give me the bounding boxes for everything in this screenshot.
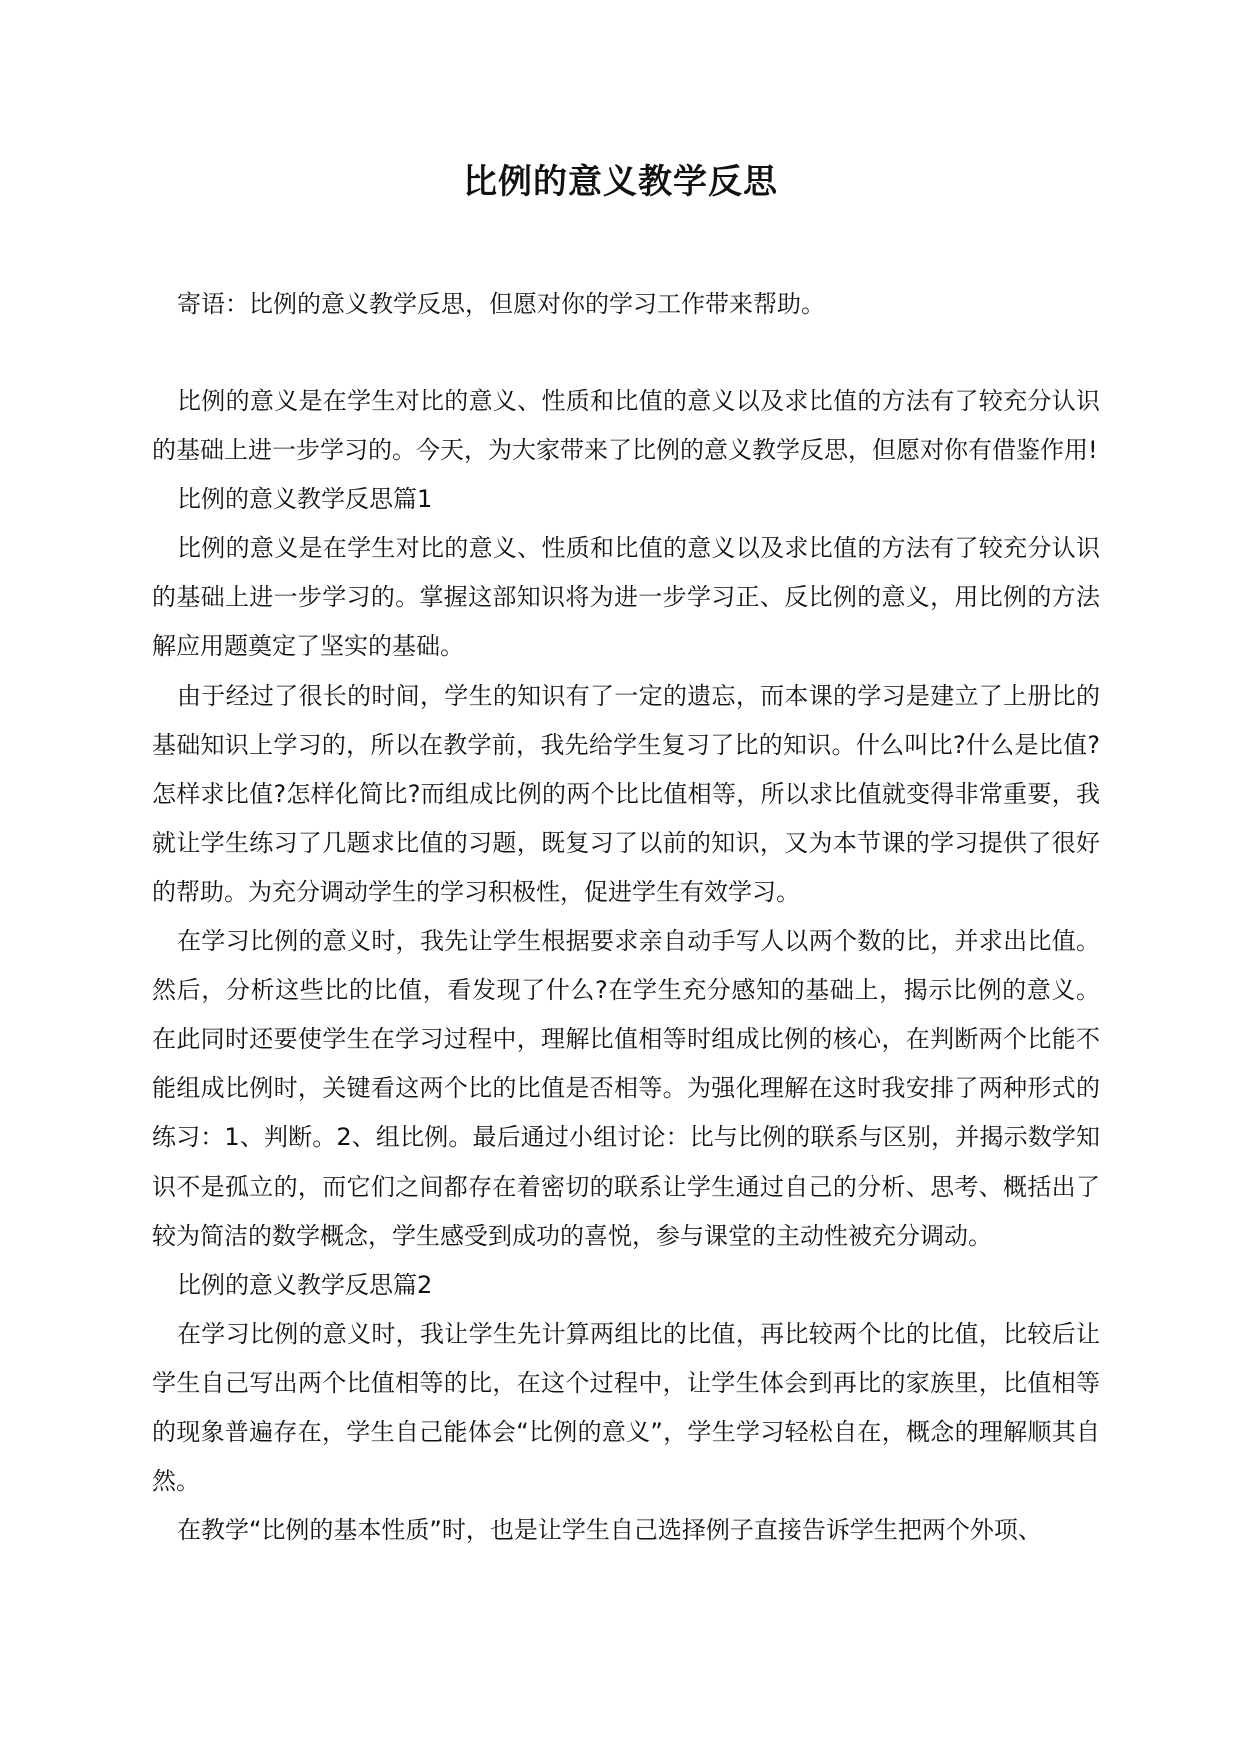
document-body (152, 377, 1100, 1555)
paragraph: 比例的意义是在学生对比的意义、性质和比值的意义以及求比值的方法有了较充分认识的基础上进一步学习的。掌握这部知识将为进一步学习正、反比例的意义，用比例的方法解应用题奠定了坚实的基础。 (152, 534, 1100, 661)
paragraph: 在学习比例的意义时，我先让学生根据要求亲自动手写人以两个数的比，并求出比值。然后，分析这些比的比值，看发现了什么?在学生充分感知的基础上，揭示比例的意义。在此同时还要使学生在学习过程中，理解比值相等时组成比例的核心，在判断两个比能不能组成比例时，关键看这两个比的比值是否相等。为强化理解在这时我安排了两种形式的练习：1、判断。2、组比例。最后通过小组讨论：比与比例的联系与区别，并揭示数学知识不是孤立的，而它们之间都存在着密切的联系让学生通过自己的分析、思考、概括出了较为简洁的数学概念，学生感受到成功的喜悦，参与课堂的主动性被充分调动。 (152, 927, 1100, 1250)
paragraph-overview: 比例的意义是在学生对比的意义、性质和比值的意义以及求比值的方法有了较充分认识的基础上进一步学习的。今天，为大家带来了比例的意义教学反思，但愿对你有借鉴作用! (152, 387, 1100, 465)
document-title: 比例的意义教学反思 (463, 162, 778, 202)
section-heading-1: 比例的意义教学反思篇1 (177, 485, 433, 514)
paragraph: 由于经过了很长的时间，学生的知识有了一定的遗忘，而本课的学习是建立了上册比的基础知识上学习的，所以在教学前，我先给学生复习了比的知识。什么叫比?什么是比值?怎样求比值?怎样化简比?而组成比例的两个比比值相等，所以求比值就变得非常重要，我就让学生练习了几题求比值的习题，既复习了以前的知识，又为本节课的学习提供了很好的帮助。为充分调动学生的学习积极性，促进学生有效学习。 (152, 681, 1100, 906)
paragraph: 在教学“比例的基本性质”时，也是让学生自己选择例子直接告诉学生把两个外项、 (177, 1516, 1042, 1545)
paragraph: 在学习比例的意义时，我让学生先计算两组比的比值，再比较两个比的比值，比较后让学生自己写出两个比值相等的比，在这个过程中，让学生体会到再比的家族里，比值相等的现象普遍存在，学生自己能体会“比例的意义”，学生学习轻松自在，概念的理解顺其自然。 (152, 1319, 1100, 1496)
section-heading-2: 比例的意义教学反思篇2 (177, 1270, 433, 1299)
intro-note: 寄语：比例的意义教学反思，但愿对你的学习工作带来帮助。 (177, 290, 825, 318)
